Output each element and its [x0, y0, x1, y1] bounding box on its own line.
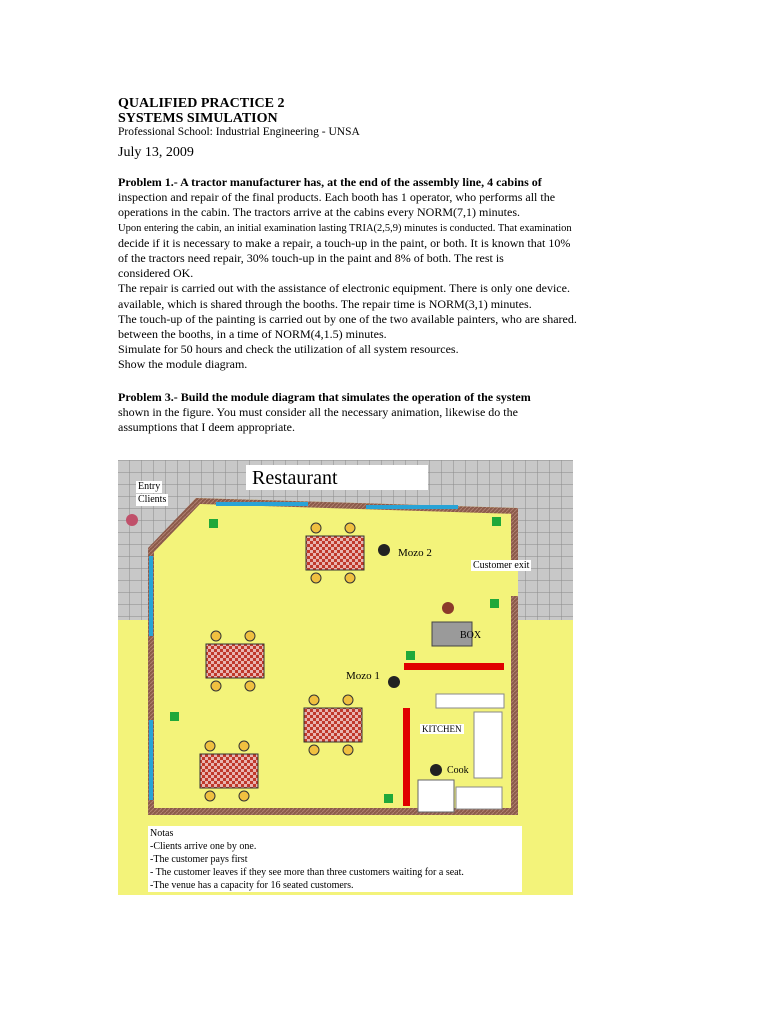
cashier-figure: [442, 602, 454, 614]
notes-title: Notas: [150, 828, 174, 839]
cook-station: [418, 780, 454, 812]
p1-line-8: The repair is carried out with the assistance of electronic equipment. There is only one device.: [118, 281, 570, 296]
note-3: - The customer leaves if they see more than three customers waiting for a seat.: [150, 867, 464, 878]
notes-box: [148, 826, 522, 892]
title-line-2: SYSTEMS SIMULATION: [118, 111, 278, 126]
p1-line-5: decide if it is necessary to make a repair, a touch-up in the paint, or both. It is known that 10%: [118, 235, 571, 250]
p3-line-2: shown in the figure. You must consider all the necessary animation, likewise do the: [118, 405, 518, 420]
window-left-2: [149, 720, 153, 800]
p1-line-11: between the booths, in a time of NORM(4,1.5) minutes.: [118, 327, 387, 342]
outside-area: [118, 620, 148, 895]
p1-line-3: operations in the cabin. The tractors arrive at the cabins every NORM(7,1) minutes.: [118, 205, 520, 220]
p1-line-13: Show the module diagram.: [118, 357, 248, 372]
note-1: -Clients arrive one by one.: [150, 841, 257, 852]
table-1: [306, 536, 364, 570]
p3-line-3: assumptions that I deem appropriate.: [118, 420, 295, 435]
kitchen-counter: [474, 712, 502, 778]
p1-line-6: of the tractors need repair, 30% touch-up in the paint and 8% of both. The rest is: [118, 251, 504, 266]
p1-line-10: The touch-up of the painting is carried out by one of the two available painters, who are shared.: [118, 311, 577, 326]
window-top-1: [216, 502, 308, 506]
problem-1: [118, 175, 628, 373]
table-4: [200, 754, 258, 788]
kitchen-stove: [456, 787, 502, 809]
p1-line-2: inspection and repair of the final products. Each booth has 1 operator, who performs all the: [118, 190, 556, 205]
p1-line-7: considered OK.: [118, 266, 194, 281]
p1-line-12: Simulate for 50 hours and check the utilization of all system resources.: [118, 342, 459, 357]
window-left-1: [149, 556, 153, 636]
client-figure: [126, 514, 138, 526]
restaurant-figure: [118, 460, 573, 895]
mozo-2-figure: [378, 544, 390, 556]
note-4: -The venue has a capacity for 16 seated customers.: [150, 880, 354, 891]
school-line: Professional School: Industrial Engineering - UNSA: [118, 126, 360, 138]
counter-vertical: [403, 708, 410, 806]
wall-right-upper: [511, 508, 518, 563]
kitchen-shelf: [436, 694, 504, 708]
p1-line-4: Upon entering the cabin, an initial examination lasting TRIA(2,5,9) minutes is conducted. That examination: [118, 222, 572, 234]
mozo-1-label: Mozo 1: [346, 670, 380, 682]
wall-right-lower: [511, 596, 518, 815]
cook-label: Cook: [447, 765, 469, 776]
cook-figure: [430, 764, 442, 776]
p1-line-9: available, which is shared through the booths. The repair time is NORM(3,1) minutes.: [118, 296, 532, 311]
table-3: [304, 708, 362, 742]
note-2: -The customer pays first: [150, 854, 248, 865]
kitchen-label: KITCHEN: [422, 724, 462, 734]
title-line-1: QUALIFIED PRACTICE 2: [118, 96, 285, 111]
problem-3: [118, 390, 628, 436]
date-line: July 13, 2009: [118, 145, 194, 160]
problem-1-heading: Problem 1.- A tractor manufacturer has, at the end of the assembly line, 4 cabins of: [118, 175, 542, 189]
window-top-2: [366, 505, 458, 509]
counter-horizontal: [404, 663, 504, 670]
restaurant-title: Restaurant: [246, 465, 428, 490]
customer-exit-label: Customer exit: [473, 560, 530, 571]
problem-3-heading: Problem 3.- Build the module diagram that simulates the operation of the system: [118, 390, 531, 404]
clients-label: Clients: [138, 494, 167, 505]
box-label: BOX: [460, 630, 482, 641]
table-2: [206, 644, 264, 678]
entry-label: Entry: [138, 481, 161, 492]
mozo-2-label: Mozo 2: [398, 547, 432, 559]
mozo-1-figure: [388, 676, 400, 688]
